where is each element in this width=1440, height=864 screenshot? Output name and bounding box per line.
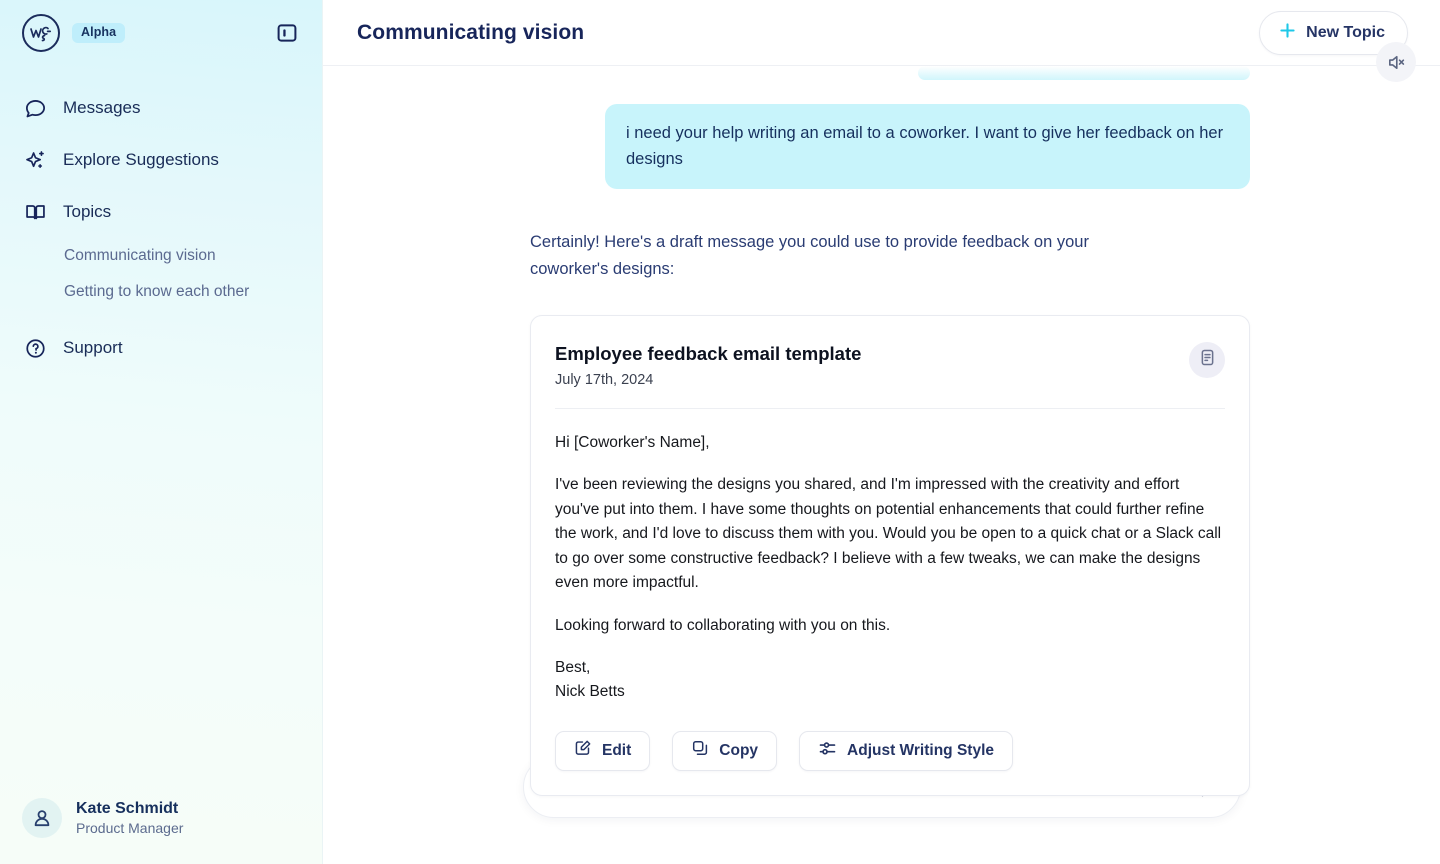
chat-bubble-icon <box>22 95 48 121</box>
document-title: Employee feedback email template <box>555 342 862 364</box>
user-message-row <box>530 104 1250 189</box>
document-card-header <box>555 342 1225 409</box>
plus-icon <box>1278 21 1297 45</box>
new-topic-label: New Topic <box>1306 23 1385 41</box>
avatar <box>22 798 62 838</box>
document-paragraph: I've been reviewing the designs you shared, and I'm impressed with the creativity and effort you've put into them. I have some thoughts on potential enhancements that could further refine the work, and I'd love to discuss them with you. Would you be open to a quick chat or a Slack call to go over some constructive feedback? I believe with a few tweaks, we can make the designs even more impactful. <box>555 476 1222 592</box>
copy-icon <box>691 739 709 762</box>
sliders-icon <box>818 739 837 763</box>
sidebar-topic-label: Getting to know each other <box>64 283 250 300</box>
page-title: Communicating vision <box>357 20 585 44</box>
adjust-writing-style-button[interactable] <box>799 731 1013 771</box>
assistant-message: Certainly! Here's a draft message you could use to provide feedback on your coworker's designs: <box>530 233 1089 278</box>
user-name: Kate Schmidt <box>76 799 179 817</box>
sidebar-item-label: Topics <box>63 202 112 221</box>
sidebar-item-topics[interactable] <box>0 186 322 238</box>
sidebar-item-label: Support <box>63 338 123 357</box>
document-signoff: Best, <box>555 659 591 676</box>
document-signature-name: Nick Betts <box>555 683 625 701</box>
ws-monogram-logo[interactable] <box>22 14 60 52</box>
sidebar-item-label: Messages <box>63 98 141 117</box>
pencil-square-icon <box>574 739 592 762</box>
document-icon <box>1198 348 1217 372</box>
sidebar-item-messages[interactable] <box>0 82 322 134</box>
copy-label: Copy <box>719 741 759 759</box>
user-role: Product Manager <box>76 820 184 837</box>
adjust-writing-style-label: Adjust Writing Style <box>847 741 995 759</box>
edit-button[interactable] <box>555 731 650 771</box>
sidebar-item-label: Explore Suggestions <box>63 150 219 169</box>
top-bar <box>323 0 1440 66</box>
user-message-bubble: i need your help writing an email to a coworker. I want to give her feedback on her designs <box>605 104 1250 189</box>
sidebar-toggle-icon[interactable] <box>274 20 300 46</box>
main-panel <box>323 0 1440 864</box>
sidebar-topic-label: Communicating vision <box>64 247 216 264</box>
chat-scroll-area[interactable] <box>323 66 1440 759</box>
question-circle-icon <box>22 335 48 361</box>
chat-messages <box>323 66 1440 796</box>
edit-label: Edit <box>602 741 632 759</box>
sidebar <box>0 0 323 864</box>
copy-button[interactable] <box>672 731 777 771</box>
document-card <box>530 315 1250 796</box>
sidebar-user-profile[interactable] <box>0 798 322 864</box>
document-body <box>555 409 1225 771</box>
book-icon <box>22 199 48 225</box>
sparkle-icon <box>22 147 48 173</box>
document-actions <box>555 731 1225 771</box>
document-paragraph: Hi [Coworker's Name], <box>555 433 710 451</box>
sidebar-header <box>0 0 322 66</box>
document-paragraph: Looking forward to collaborating with you on this. <box>555 616 891 634</box>
alpha-badge: Alpha <box>72 23 125 43</box>
previous-message-fade <box>918 66 1250 80</box>
sidebar-nav <box>0 82 322 374</box>
sidebar-topic-getting-to-know-each-other[interactable] <box>0 274 322 310</box>
document-view-button[interactable] <box>1189 342 1225 378</box>
mute-audio-button[interactable] <box>1376 42 1416 82</box>
sidebar-topic-communicating-vision[interactable] <box>0 238 322 274</box>
document-date: July 17th, 2024 <box>555 371 654 388</box>
sidebar-item-support[interactable] <box>0 322 322 374</box>
sidebar-item-explore-suggestions[interactable] <box>0 134 322 186</box>
